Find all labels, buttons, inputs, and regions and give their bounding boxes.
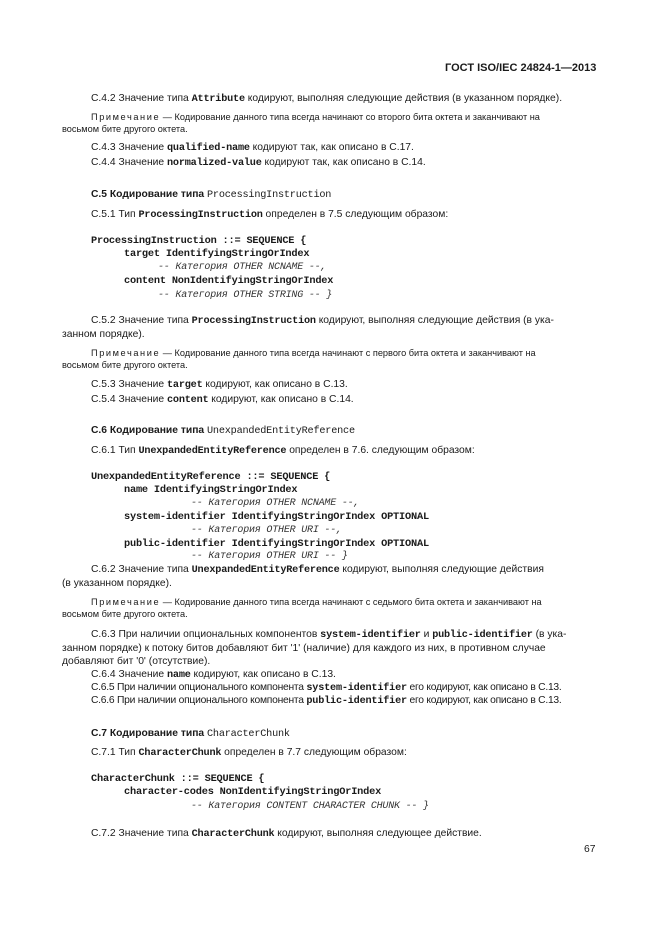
para-c5-2-line-2: занном порядке). [62,329,145,340]
code-line: target IdentifyingStringOrIndex [124,248,310,260]
code-comment: -- Категория OTHER STRING -- } [158,290,333,301]
note-3: Примечание — Кодирование данного типа всегда начинают с седьмого бита октета и заканчивают на [91,597,542,607]
code-term: content [167,395,209,406]
code-term: CharacterChunk [207,729,290,740]
para-c5-3: C.5.3 Значение target кодируют, как описано в C.13. [91,379,348,391]
para-c6-5: C.6.5 При наличии опционального компонента system-identifier его кодируют, как описано в C.13. [91,682,562,694]
code-term: ProcessingInstruction [207,190,332,201]
code-comment: -- Категория OTHER URI -- } [191,551,348,562]
code-term: ProcessingInstruction [138,210,263,221]
code-term: system-identifier [320,630,421,641]
code-term: name [167,670,191,681]
code-line: UnexpandedEntityReference ::= SEQUENCE { [91,471,331,483]
para-c6-3: C.6.3 При наличии опциональных компонентов system-identifier и public-identifier (в ука- [91,629,567,641]
code-line: system-identifier IdentifyingStringOrIndex OPTIONAL [124,511,429,523]
para-c6-1: C.6.1 Тип UnexpandedEntityReference определен в 7.6. следующим образом: [91,445,475,457]
code-comment: -- Категория OTHER NCNAME --, [158,262,327,273]
code-term: Attribute [191,94,245,105]
code-line: content NonIdentifyingStringOrIndex [124,275,334,287]
para-c6-2-line-2: (в указанном порядке). [62,578,172,589]
code-line: character-codes NonIdentifyingStringOrIndex [124,786,382,798]
note-1: Примечание — Кодирование данного типа всегда начинают со второго бита октета и заканчивают на [91,112,540,122]
section-heading-c5: C.5 Кодирование типа ProcessingInstruction [91,189,332,201]
para-c7-1: C.7.1 Тип CharacterChunk определен в 7.7 следующим образом: [91,747,407,759]
code-term: UnexpandedEntityReference [138,446,287,457]
code-term: UnexpandedEntityReference [207,426,355,437]
section-heading-c6: C.6 Кодирование типа UnexpandedEntityReference [91,425,355,437]
note-1-line-2: восьмом бите другого октета. [62,124,188,134]
para-c6-4: C.6.4 Значение name кодируют, как описано в C.13. [91,669,336,681]
note-2: Примечание — Кодирование данного типа всегда начинают с первого бита октета и заканчивают на [91,348,536,358]
code-term: qualified-name [167,143,250,154]
code-term: ProcessingInstruction [191,316,316,327]
note-label: Примечание [91,348,161,358]
note-label: Примечание [91,112,161,122]
code-line: name IdentifyingStringOrIndex [124,484,298,496]
para-c4-4: C.4.4 Значение normalized-value кодируют так, как описано в C.14. [91,157,426,169]
para-c5-2: C.5.2 Значение типа ProcessingInstruction кодируют, выполняя следующие действия (в ука- [91,315,554,327]
code-term: public-identifier [306,696,407,707]
document-header: ГОСТ ISO/IEC 24824-1—2013 [445,62,597,74]
code-term: target [167,380,203,391]
code-term: UnexpandedEntityReference [191,565,340,576]
code-term: CharacterChunk [191,829,275,840]
page-number: 67 [584,844,596,855]
code-term: system-identifier [306,683,407,694]
para-c6-6: C.6.6 При наличии опционального компонента public-identifier его кодируют, как описано в C.13. [91,695,562,707]
para-c5-4: C.5.4 Значение content кодируют, как описано в C.14. [91,394,354,406]
para-c5-1: C.5.1 Тип ProcessingInstruction определен в 7.5 следующим образом: [91,209,449,221]
code-line: ProcessingInstruction ::= SEQUENCE { [91,235,307,247]
para-c6-3-line-2: занном порядке) к потоку битов добавляют бит '1' (наличие) для каждого из них, в противном случае [62,643,546,654]
para-c4-3: C.4.3 Значение qualified-name кодируют так, как описано в C.17. [91,142,414,154]
code-term: public-identifier [432,630,533,641]
code-line: public-identifier IdentifyingStringOrIndex OPTIONAL [124,538,429,550]
note-2-line-2: восьмом бите другого октета. [62,360,188,370]
para-c4-2: C.4.2 Значение типа Attribute кодируют, выполняя следующие действия (в указанном порядке). [91,93,563,105]
code-comment: -- Категория OTHER URI --, [191,525,342,536]
para-c6-3-line-3: добавляют бит '0' (отсутствие). [62,656,211,667]
para-c6-2: C.6.2 Значение типа UnexpandedEntityReference кодируют, выполняя следующие действия [91,564,544,576]
para-c7-2: C.7.2 Значение типа CharacterChunk кодируют, выполняя следующее действие. [91,828,482,840]
note-3-line-2: восьмом бите другого октета. [62,609,188,619]
code-term: CharacterChunk [138,748,222,759]
code-term: normalized-value [167,158,262,169]
code-comment: -- Категория CONTENT CHARACTER CHUNK -- } [191,801,429,812]
note-label: Примечание [91,597,161,607]
code-comment: -- Категория OTHER NCNAME --, [191,498,360,509]
section-heading-c7: C.7 Кодирование типа CharacterChunk [91,728,290,740]
code-line: CharacterChunk ::= SEQUENCE { [91,773,265,785]
